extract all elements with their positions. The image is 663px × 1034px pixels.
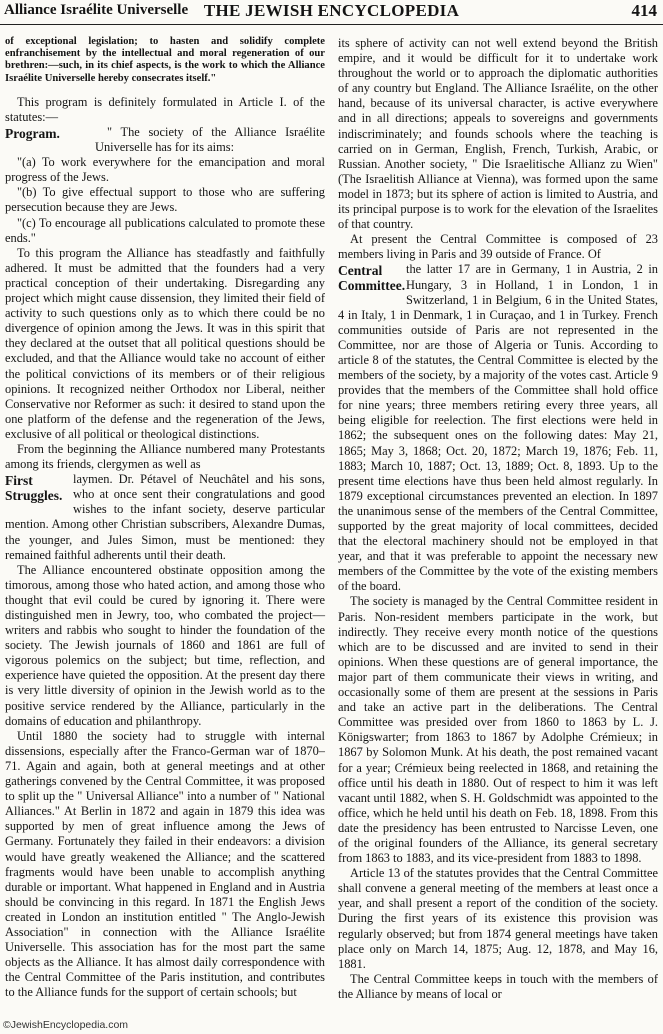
side-heading-first-struggles: First Struggles. (5, 473, 63, 504)
paragraph: laymen. Dr. Pétavel of Neuchâtel and his sons, who at once sent their congratulations and good wishes to the infant society, deserve particular mention. Among other Christian subscribers, Alexandre Dumas, the younger, and Jules Simon, must be mentioned: they remained faithful adherents until their death. (5, 472, 325, 562)
paragraph: "(a) To work everywhere for the emancipation and moral progress of the Jews. (5, 155, 325, 185)
paragraph: From the beginning the Alliance numbered many Protestants among its friends, clergymen as well as (5, 441, 325, 472)
paragraph: " The society of the Alliance Israélite Universelle has for its aims: (95, 125, 325, 155)
publication-title: THE JEWISH ENCYCLOPEDIA (203, 1, 460, 20)
right-column (338, 36, 658, 1002)
side-heading-central-committee: Central Committee. (338, 263, 406, 294)
site-watermark[interactable]: ©JewishEncyclopedia.com (3, 1019, 129, 1031)
paragraph: At present the Central Committee is composed of 23 members living in Paris and 39 outside of France. Of (338, 232, 658, 262)
paragraph: Until 1880 the society had to struggle with internal dissensions, especially after the Franco-German war of 1870–71. Again and again, both at general meetings and at other gatherings convened by the Central Committee, it was proposed to split up the " Universal Alliance" into a number of " National Alliances." At Berlin in 1872 and again in 1879 this idea was supported by men of great influence among the Jews of Germany. Fortunately they failed in their endeavors: a division would have greatly weakened the Alliance; and the scattered fragments would have been unable to accomplish anything durable or important. What happened in England and in Austria should be convincing in this regard. In 1871 the English Jews created in London an institution entitled " The Anglo-Jewish Association" in connection with the Alliance Israélite Universelle. This association has for the most part the same objects as the Alliance. It has almost daily correspondence with the Central Committee of the Paris institution, and contributes to the Alliance funds for the support of certain schools; but (5, 728, 325, 1000)
paragraph: This program is definitely formulated in Article I. of the statutes:— (5, 94, 325, 124)
running-title: Alliance Israélite Universelle (4, 2, 189, 18)
paragraph: To this program the Alliance has steadfastly and faithfully adhered. It must be admitted that the founders had a very practical conception of their undertaking. Disregarding any project which might cause dissension, they limited their field of activity to such questions only as to which there could be no divergence of opinion among the Jews. It was in this spirit that they declared at the outset that all political questions should be excluded, and that the Alliance would take no account of either the political convictions of its members or of their religious opinions. It recognized neither Orthodox nor Liberal, neither Conservative nor Reformer as such: it desired to stand upon the one platform of the defense and the regeneration of the Jews, exclusive of all political or theological distinctions. (5, 245, 325, 441)
paragraph: its sphere of activity can not well extend beyond the British empire, and it would be difficult for it to undertake work throughout the world or to approach the diplomatic authorities of any country but England. The Alliance Israélite, on the other hand, because of its universal character, is active everywhere and in all directions; appeals to sovereigns and governments indiscriminately; and founds schools where the teaching is carried on in German, English, French, Turkish, Arabic, or Russian. Another society, " Die Israelitische Allianz zu Wien" (The Israelitish Alliance at Vienna), was formed upon the same model in 1873; but its sphere of action is limited to Austria, and its principal purpose is to work for the elevation of the Israelites of that country. (338, 36, 658, 232)
page-number: 414 (631, 1, 657, 20)
paragraph: The society is managed by the Central Committee resident in Paris. Non-resident members participate in the work, but indirectly. They receive every month notice of the questions which are to be discussed and are invited to send in their opinions. When these questions are of general importance, the major part of them communicate their views in writing, and occasionally some of them are present at the sessions in Paris and take an active part in the deliberations. The Central Committee was presided over from 1860 to 1863 by L. J. Königswarter; from 1863 to 1867 by Adolphe Crémieux; in 1867 by Solomon Munk. At his death, the post remained vacant for a year; Crémieux being reelected in 1868, and retaining the office until his death in 1880. Out of respect to him it was left vacant until 1882, when S. H. Goldschmidt was appointed to the office, which he held until his death on Feb. 18, 1898. From this date the presidency has been entrusted to Narcisse Leven, one of the original founders of the Alliance, its general secretary from 1863 to 1883, and its vice-president from 1883 to 1898. (338, 594, 658, 866)
intro-quote: of exceptional legislation; to hasten and solidify complete enfranchisement by the intellectual and moral regeneration of our brethren:—such, in its chief aspects, is the work to which the Alliance Israélite Universelle hereby consecrates itself." (5, 36, 325, 84)
paragraph: "(b) To give effectual support to those who are suffering persecution because they are Jews. (5, 185, 325, 215)
paragraph: the latter 17 are in Germany, 1 in Austria, 2 in Hungary, 3 in Holland, 1 in London, 1 in Switzerland, 1 in Belgium, 6 in the United States, 4 in Italy, 1 in Denmark, 1 in Curaçao, and 1 in Turkey. French communities outside of Paris are not represented in the Committee, nor are those of Algeria or Tunis. According to article 8 of the statutes, the Central Committee is elected by the members of the society, by a majority of the votes cast. Article 9 provides that the members of the Committee shall hold office for nine years; three members retiring every three years, all being eligible for reelection. The first elections were held in 1862; the subsequent ones on the following dates: May 21, 1865; May 3, 1868; Oct. 20, 1872; March 19, 1876; Feb. 11, 1883; March 10, 1887; Oct. 13, 1889; Oct. 8, 1893. Up to the present time elections have thus been held almost regularly. In 1879 exceptional circumstances prevented an election. In 1897 the unanimous sense of the members of the Central Committee, supported by the great majority of local committees, decided that the electoral machinery should not be employed in that year, and that it was preferable to appoint the necessary new members of the Committee by the vote of the existing members of the board. (338, 262, 658, 594)
paragraph: The Alliance encountered obstinate opposition among the timorous, among those who hated action, and among those who thought that evil could be cured by ignoring it. There were distinguished men in Jewry, too, who combated the project—writers and rabbis who sought to hinder the foundation of the society. The Jewish journals of 1860 and 1861 are full of vigorous polemics on the subject; but time, reflection, and experience have quieted the opposition. At the present day there is very little diversity of opinion in the Jewish world as to the positive service rendered by the Alliance, particularly in the domains of education and philanthropy. (5, 562, 325, 728)
paragraph: "(c) To encourage all publications calculated to promote these ends." (5, 215, 325, 245)
page-header (0, 0, 663, 25)
paragraph: Article 13 of the statutes provides that the Central Committee shall convene a general meeting of the members at least once a year, and shall present a report of the condition of the society. During the first years of its existence this provision was regularly observed; but from 1874 general meetings have taken place only on March 14, 1875; Aug. 12, 1878, and May 16, 1881. (338, 866, 658, 971)
paragraph: The Central Committee keeps in touch with the members of the Alliance by means of local or (338, 971, 658, 1001)
left-column (5, 36, 325, 1000)
side-heading-program: Program. (5, 126, 60, 141)
